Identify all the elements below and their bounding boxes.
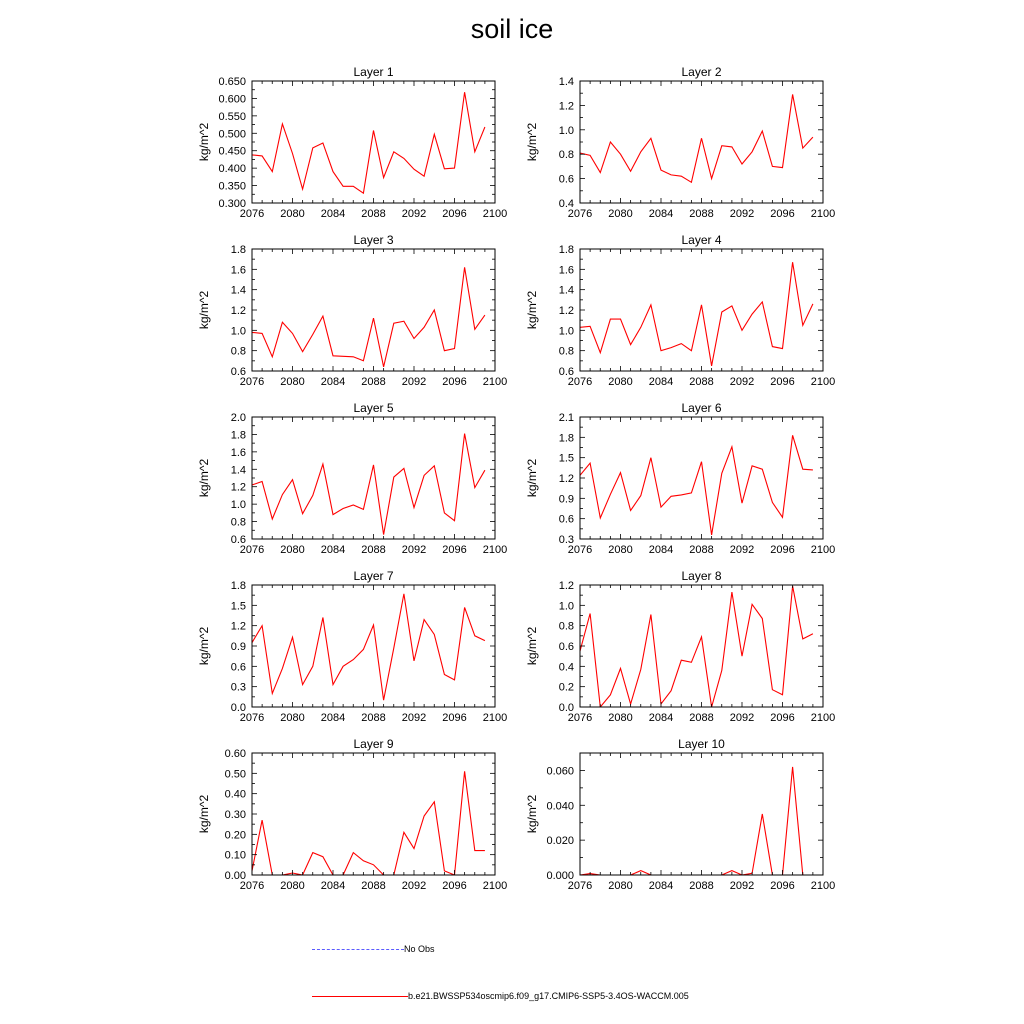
legend-no-obs-label: No Obs <box>404 944 435 954</box>
legend-no-obs-line <box>312 949 404 950</box>
y-axis-label: kg/m^2 <box>525 458 539 498</box>
y-axis-label: kg/m^2 <box>197 290 211 330</box>
x-tick-label: 2084 <box>320 376 346 388</box>
plot-frame <box>252 417 495 539</box>
y-tick-label: 0.450 <box>218 145 246 158</box>
x-tick-label: 2088 <box>689 208 714 220</box>
y-axis-label: kg/m^2 <box>197 626 211 666</box>
plot-frame <box>580 417 823 539</box>
x-tick-label: 2100 <box>810 544 836 556</box>
y-tick-label: 1.5 <box>230 600 246 613</box>
x-tick-label: 2076 <box>239 376 265 388</box>
y-tick-label: 1.8 <box>558 244 574 256</box>
x-tick-label: 2076 <box>239 880 265 892</box>
x-tick-label: 2096 <box>770 376 795 388</box>
y-tick-label: 0.650 <box>218 76 246 88</box>
x-tick-label: 2100 <box>482 712 508 724</box>
y-tick-label: 0.3 <box>558 534 574 546</box>
panel-title: Layer 4 <box>681 233 722 247</box>
x-tick-label: 2080 <box>608 544 633 556</box>
y-tick-label: 1.2 <box>558 305 574 317</box>
series-line <box>570 767 813 875</box>
y-tick-label: 0.6 <box>558 366 574 378</box>
y-tick-label: 0.8 <box>558 149 574 162</box>
panel-title: Layer 3 <box>353 233 394 247</box>
y-tick-label: 0.0 <box>230 702 246 714</box>
panel-title: Layer 8 <box>681 569 722 583</box>
series-line <box>242 771 485 875</box>
y-tick-label: 1.0 <box>558 325 574 338</box>
y-tick-label: 1.2 <box>558 100 574 113</box>
x-tick-label: 2076 <box>567 544 593 556</box>
x-tick-label: 2088 <box>361 712 386 724</box>
x-tick-label: 2092 <box>729 376 755 388</box>
x-tick-label: 2080 <box>608 208 633 220</box>
y-tick-label: 0.50 <box>224 768 246 781</box>
y-tick-label: 1.6 <box>558 264 574 277</box>
y-tick-label: 0.8 <box>558 345 574 358</box>
panel-title: Layer 9 <box>353 737 394 751</box>
x-tick-label: 2084 <box>648 880 674 892</box>
panel-title: Layer 6 <box>681 401 722 415</box>
y-tick-label: 1.8 <box>230 429 246 442</box>
x-tick-label: 2084 <box>320 544 346 556</box>
x-tick-label: 2084 <box>648 376 674 388</box>
x-tick-label: 2076 <box>239 208 265 220</box>
x-tick-label: 2076 <box>567 376 593 388</box>
series-line <box>570 262 813 366</box>
y-tick-label: 2.0 <box>230 412 246 424</box>
y-tick-label: 1.0 <box>230 499 246 512</box>
y-tick-label: 1.8 <box>230 244 246 256</box>
x-tick-label: 2100 <box>482 544 508 556</box>
x-tick-label: 2076 <box>567 880 593 892</box>
y-tick-label: 0.400 <box>218 163 246 176</box>
x-tick-label: 2096 <box>770 712 795 724</box>
x-tick-label: 2092 <box>729 544 755 556</box>
x-tick-label: 2076 <box>567 208 593 220</box>
y-tick-label: 0.4 <box>558 198 574 210</box>
y-tick-label: 1.6 <box>230 446 246 459</box>
x-tick-label: 2084 <box>320 208 346 220</box>
x-tick-label: 2092 <box>401 880 427 892</box>
y-tick-label: 0.8 <box>230 345 246 358</box>
y-tick-label: 0.3 <box>230 681 246 694</box>
y-tick-label: 0.30 <box>224 809 246 821</box>
y-tick-label: 0.6 <box>558 513 574 526</box>
y-tick-label: 0.020 <box>546 835 574 848</box>
x-tick-label: 2100 <box>482 208 508 220</box>
y-tick-label: 1.4 <box>558 284 574 297</box>
panel-title: Layer 5 <box>353 401 394 415</box>
y-tick-label: 0.0 <box>558 702 574 714</box>
y-tick-label: 1.2 <box>230 481 246 494</box>
x-tick-label: 2096 <box>770 880 795 892</box>
x-tick-label: 2080 <box>280 880 305 892</box>
y-axis-label: kg/m^2 <box>197 458 211 498</box>
series-line <box>570 94 813 182</box>
y-tick-label: 0.040 <box>546 800 574 813</box>
y-tick-label: 0.10 <box>224 849 246 862</box>
y-axis-label: kg/m^2 <box>197 122 211 162</box>
y-tick-label: 0.6 <box>558 173 574 186</box>
x-tick-label: 2080 <box>280 208 305 220</box>
series-line <box>570 586 813 707</box>
x-tick-label: 2088 <box>361 880 386 892</box>
x-tick-label: 2096 <box>442 208 467 220</box>
x-tick-label: 2088 <box>361 544 386 556</box>
chart-panel <box>197 737 507 892</box>
y-axis-label: kg/m^2 <box>525 626 539 666</box>
y-axis-label: kg/m^2 <box>525 122 539 162</box>
chart-panel <box>525 233 835 388</box>
series-line <box>570 435 813 535</box>
plot-frame <box>580 753 823 875</box>
y-tick-label: 0.00 <box>224 870 246 882</box>
y-tick-label: 1.5 <box>558 452 574 465</box>
x-tick-label: 2084 <box>320 712 346 724</box>
x-tick-label: 2092 <box>401 544 427 556</box>
chart-panel <box>197 401 507 556</box>
y-tick-label: 1.8 <box>558 432 574 445</box>
series-line <box>242 594 485 700</box>
x-tick-label: 2084 <box>320 880 346 892</box>
y-tick-label: 2.1 <box>558 412 574 424</box>
chart-panel <box>197 65 507 220</box>
x-tick-label: 2080 <box>608 376 633 388</box>
x-tick-label: 2100 <box>810 880 836 892</box>
chart-panel <box>525 65 835 220</box>
x-tick-label: 2084 <box>648 712 674 724</box>
y-tick-label: 0.500 <box>218 128 246 141</box>
y-axis-label: kg/m^2 <box>525 794 539 834</box>
y-tick-label: 0.060 <box>546 765 574 778</box>
y-tick-label: 1.2 <box>230 305 246 317</box>
y-tick-label: 1.0 <box>230 325 246 338</box>
x-tick-label: 2080 <box>280 376 305 388</box>
y-tick-label: 0.2 <box>558 681 574 694</box>
x-tick-label: 2084 <box>648 544 674 556</box>
x-tick-label: 2096 <box>770 208 795 220</box>
x-tick-label: 2096 <box>770 544 795 556</box>
y-tick-label: 1.4 <box>230 284 246 297</box>
chart-panel <box>525 401 835 556</box>
y-tick-label: 0.8 <box>230 516 246 529</box>
x-tick-label: 2100 <box>482 880 508 892</box>
panel-title: Layer 2 <box>681 65 722 79</box>
y-tick-label: 1.4 <box>230 464 246 477</box>
x-tick-label: 2076 <box>239 544 265 556</box>
y-tick-label: 0.6 <box>230 661 246 674</box>
legend-model-run <box>312 991 689 1001</box>
y-tick-label: 1.2 <box>558 473 574 485</box>
panel-title: Layer 10 <box>678 737 725 751</box>
x-tick-label: 2084 <box>648 208 674 220</box>
plot-frame <box>252 249 495 371</box>
y-tick-label: 0.40 <box>224 788 246 801</box>
panel-title: Layer 7 <box>353 569 394 583</box>
y-tick-label: 1.0 <box>558 600 574 613</box>
chart-panel <box>525 569 835 724</box>
y-tick-label: 1.2 <box>230 620 246 633</box>
y-tick-label: 0.6 <box>558 641 574 653</box>
x-tick-label: 2080 <box>608 712 633 724</box>
x-tick-label: 2096 <box>442 880 467 892</box>
x-tick-label: 2092 <box>401 376 427 388</box>
x-tick-label: 2100 <box>810 376 836 388</box>
x-tick-label: 2096 <box>442 544 467 556</box>
y-axis-label: kg/m^2 <box>197 794 211 834</box>
y-tick-label: 1.8 <box>230 580 246 592</box>
x-tick-label: 2096 <box>442 712 467 724</box>
x-tick-label: 2080 <box>280 544 305 556</box>
y-tick-label: 0.550 <box>218 110 246 123</box>
plot-frame <box>252 753 495 875</box>
x-tick-label: 2080 <box>608 880 633 892</box>
x-tick-label: 2076 <box>567 712 593 724</box>
x-tick-label: 2088 <box>689 880 714 892</box>
series-line <box>242 92 485 193</box>
y-tick-label: 0.600 <box>218 93 246 106</box>
x-tick-label: 2076 <box>239 712 265 724</box>
x-tick-label: 2096 <box>442 376 467 388</box>
y-tick-label: 1.0 <box>558 124 574 137</box>
legend-model-run-line <box>312 996 408 997</box>
series-line <box>242 267 485 367</box>
y-tick-label: 0.300 <box>218 198 246 210</box>
y-tick-label: 1.2 <box>558 580 574 592</box>
y-tick-label: 1.6 <box>230 264 246 277</box>
y-tick-label: 0.20 <box>224 829 246 842</box>
y-axis-label: kg/m^2 <box>525 290 539 330</box>
series-line <box>242 434 485 535</box>
legend-no-obs <box>312 944 435 954</box>
y-tick-label: 0.4 <box>558 661 574 674</box>
y-tick-label: 0.8 <box>558 620 574 633</box>
x-tick-label: 2092 <box>729 880 755 892</box>
panel-title: Layer 1 <box>353 65 394 79</box>
x-tick-label: 2092 <box>401 712 427 724</box>
chart-panel <box>197 233 507 388</box>
x-tick-label: 2088 <box>361 376 386 388</box>
x-tick-label: 2088 <box>689 376 714 388</box>
y-tick-label: 0.60 <box>224 748 246 760</box>
x-tick-label: 2092 <box>401 208 427 220</box>
y-tick-label: 0.9 <box>558 493 574 506</box>
y-tick-label: 0.9 <box>230 641 246 653</box>
x-tick-label: 2088 <box>361 208 386 220</box>
x-tick-label: 2080 <box>280 712 305 724</box>
x-tick-label: 2100 <box>810 208 836 220</box>
y-tick-label: 0.000 <box>546 870 574 882</box>
legend-model-run-label: b.e21.BWSSP534oscmip6.f09_g17.CMIP6-SSP5-3.4OS-WACCM.005 <box>408 991 689 1001</box>
chart-panel <box>197 569 507 724</box>
x-tick-label: 2092 <box>729 712 755 724</box>
x-tick-label: 2088 <box>689 712 714 724</box>
figure-title: soil ice <box>470 14 554 44</box>
plot-frame <box>252 585 495 707</box>
y-tick-label: 0.350 <box>218 180 246 193</box>
y-tick-label: 0.6 <box>230 534 246 546</box>
x-tick-label: 2100 <box>482 376 508 388</box>
x-tick-label: 2088 <box>689 544 714 556</box>
y-tick-label: 0.6 <box>230 366 246 378</box>
y-tick-label: 1.4 <box>558 76 574 88</box>
chart-panel <box>525 737 835 892</box>
x-tick-label: 2100 <box>810 712 836 724</box>
x-tick-label: 2092 <box>729 208 755 220</box>
